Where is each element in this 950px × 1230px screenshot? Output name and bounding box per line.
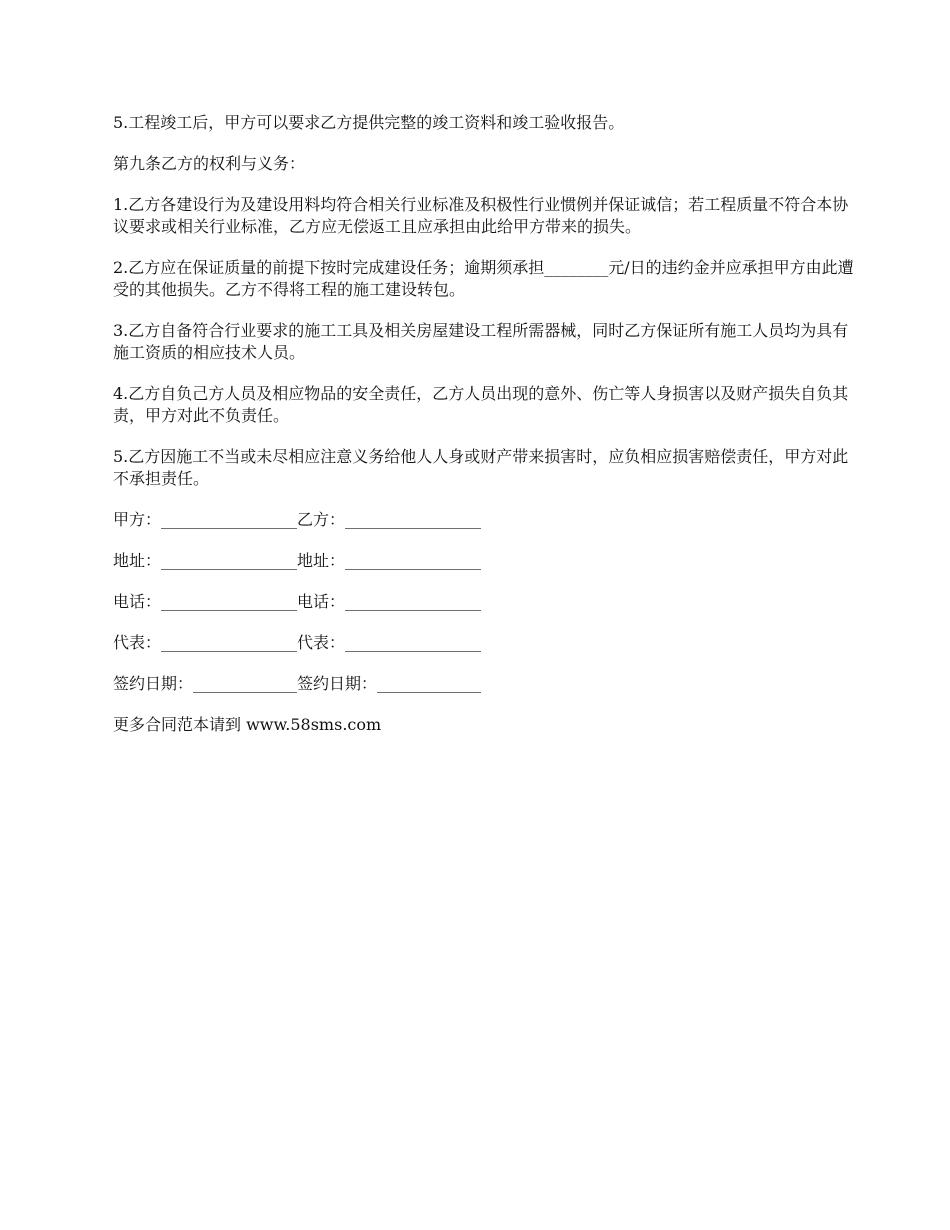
clause-party-b-schedule: 2.乙方应在保证质量的前提下按时完成建设任务；逾期须承担________元/日的违约金并应承担甲方由此遭受的其他损失。乙方不得将工程的施工建设转包。	[113, 258, 854, 299]
article-nine-heading: 第九条乙方的权利与义务：	[113, 154, 306, 173]
footer-source-line: 更多合同范本请到 www.58sms.com	[113, 715, 382, 734]
signature-representative-row: 代表：_________________代表：_________________	[113, 633, 482, 652]
clause-party-b-safety: 4.乙方自负己方人员及相应物品的安全责任，乙方人员出现的意外、伤亡等人身损害以及财产损失自负其责，甲方对此不负责任。	[113, 384, 849, 425]
clause-completion-docs: 5.工程竣工后，甲方可以要求乙方提供完整的竣工资料和竣工验收报告。	[113, 113, 625, 132]
clause-party-b-liability: 5.乙方因施工不当或未尽相应注意义务给他人人身或财产带来损害时，应负相应损害赔偿责任，甲方对此不承担责任。	[113, 447, 849, 488]
clause-party-b-equipment: 3.乙方自备符合行业要求的施工工具及相关房屋建设工程所需器械，同时乙方保证所有施工人员均为具有施工资质的相应技术人员。	[113, 321, 849, 362]
clause-party-b-standards: 1.乙方各建设行为及建设用料均符合相关行业标准及积极性行业惯例并保证诚信；若工程质量不符合本协议要求或相关行业标准，乙方应无偿返工且应承担由此给甲方带来的损失。	[113, 195, 849, 236]
signature-phone-row: 电话：_________________电话：_________________	[113, 592, 482, 611]
document-page	[113, 112, 858, 736]
signature-party-row: 甲方：_________________乙方：_________________	[113, 510, 482, 529]
signature-date-row: 签约日期：_____________签约日期：_____________	[113, 674, 482, 693]
signature-address-row: 地址：_________________地址：_________________	[113, 551, 482, 570]
